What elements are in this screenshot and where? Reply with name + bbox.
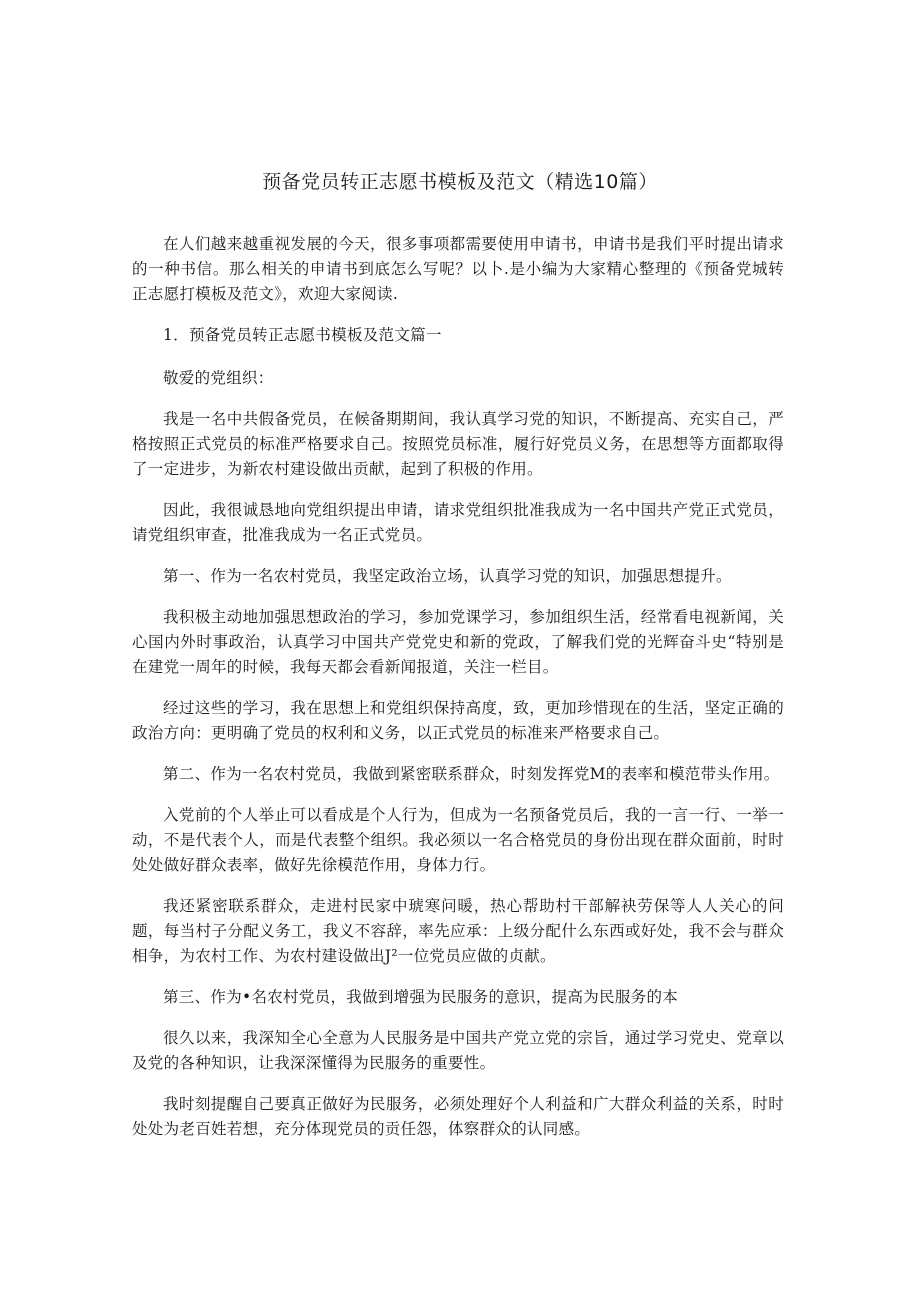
body-paragraph: 第二、作为一名农村党员，我做到紧密联系群众，时刻发挥党M的表率和模范带头作用。 [163, 765, 780, 783]
body-paragraph: 很久以来，我深知全心全意为人民服务是中国共产党立党的宗旨，通过学习党史、党章以及党的各种知识，让我深深懂得为民服务的重要性。 [132, 1029, 784, 1072]
body-paragraph: 入党前的个人举止可以看成是个人行为，但成为一名预备党员后，我的一言一行、一举一动，不是代表个人，而是代表整个组织。我必须以一名合格党员的身份出现在群众面前，时时处处做好群众表率，做好先徐模范作用，身体力行。 [132, 806, 784, 874]
intro-paragraph: 在人们越来越重视发展的今天，很多事项都需要使用申请书，申请书是我们平时提出请求的一种书信。那么相关的申请书到底怎么写呢？以卜.是小编为大家精心整理的《预备党城转正志愿打模板及范文》，欢迎大家阅读. [132, 235, 784, 303]
body-paragraph: 第三、作为•名农村党员，我做到增强为民服务的意识，提高为民服务的本 [163, 988, 679, 1006]
body-paragraph: 经过这些的学习，我在思想上和党组织保持高度，致，更加珍惜现在的生活，坚定正确的政治方向：更明确了党员的权利和义务，以正式党员的标准来严格要求自己。 [132, 699, 784, 742]
document-title: 预备党员转正志愿书模板及范文（精选10篇） [262, 171, 658, 193]
body-paragraph: 我积极主动地加强思想政治的学习，参加党课学习，参加组织生活，经常看电视新闻，关心国内外时事政治，认真学习中国共产党党史和新的党政，了解我们党的光辉奋斗史“特别是在建党一周年的时候，我每天都会看新闻报道，关注一栏目。 [132, 608, 784, 676]
body-paragraph: 我是一名中共假备党员，在候备期期间，我认真学习党的知识，不断提高、充实自己，严格按照正式党员的标准严格要求自己。按照党员标准，履行好党员义务，在思想等方面都取得了一定进步，为新农村建设做出贡献，起到了积极的作用。 [132, 410, 784, 478]
body-paragraph: 我时刻提醒自己要真正做好为民服务，必须处理好个人利益和广大群众利益的关系，时时处处为老百姓若想，充分体现党员的贡任怨，体察群众的认同感。 [132, 1095, 784, 1138]
body-paragraph: 因此，我很诚恳地向党组织提出申请，请求党组织批准我成为一名中国共产党正式党员，请党组织审查，批准我成为一名正式党员。 [132, 501, 784, 544]
salutation: 敬爱的党组织： [163, 369, 274, 387]
section-heading: 1．预备党员转正志愿书模板及范文篇一 [163, 326, 442, 344]
body-paragraph: 第一、作为一名农村党员，我坚定政治立场，认真学习党的知识，加强思想提升。 [163, 567, 732, 585]
body-paragraph: 我还紧密联系群众，走进村民家中琥寒问暖，热心帮助村干部解袂劳保等人人关心的问题，每当村子分配义务工，我义不容辞，率先应承：上级分配什么东西或好处，我不会与群众相争，为农村工作、为农村建设做出J²一位党员应做的贞献。 [132, 897, 784, 965]
document-body [132, 232, 784, 1158]
